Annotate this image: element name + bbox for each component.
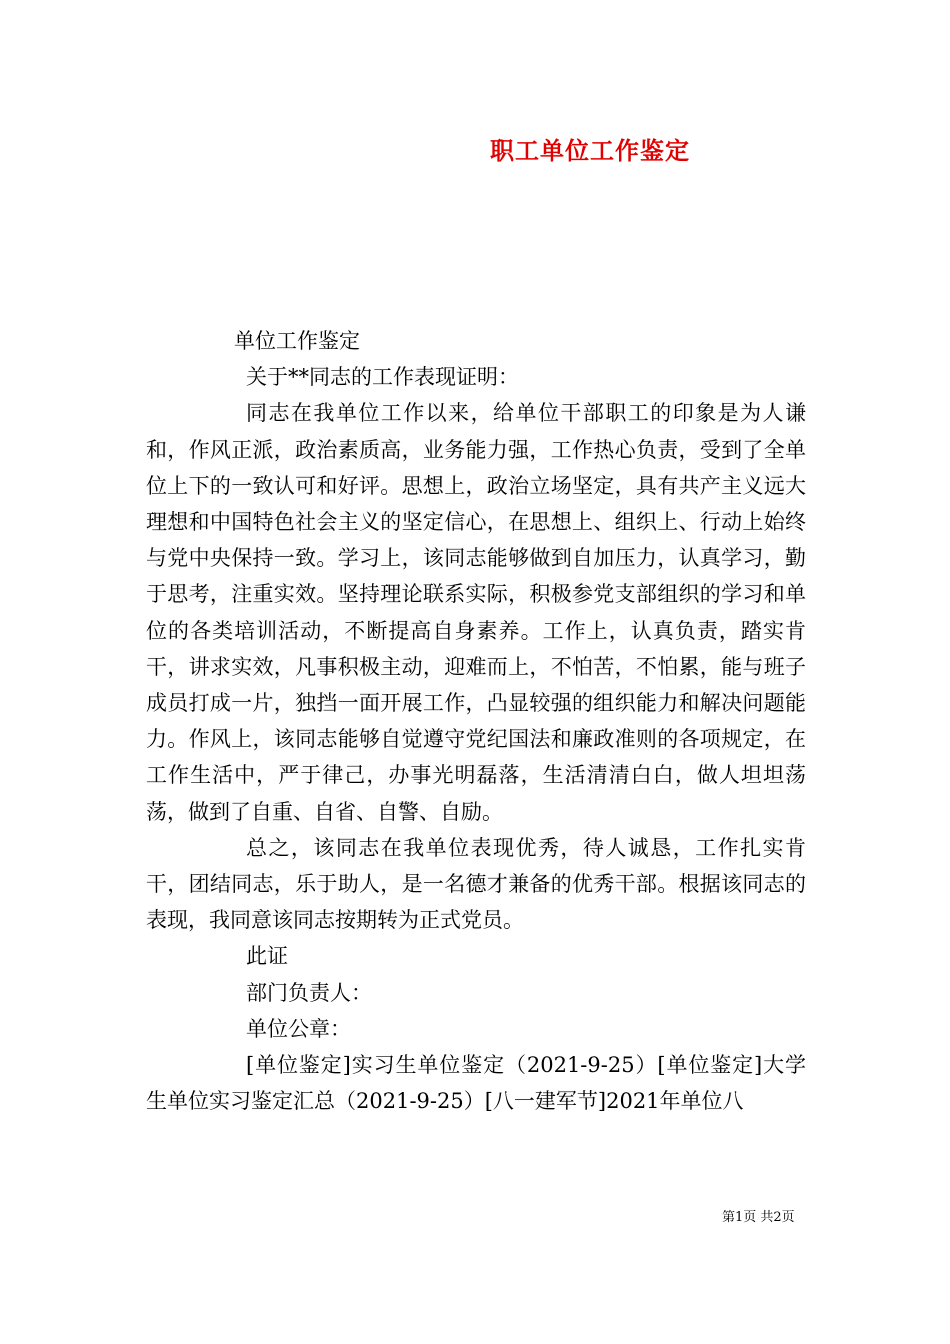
body-paragraph-1: 同志在我单位工作以来，给单位干部职工的印象是为人谦和，作风正派，政治素质高，业务能力强，工作热心负责，受到了全单位上下的一致认可和好评。思想上，政治立场坚定，具有共产主义远大理想和中国特色社会主义的坚定信心，在思想上、组织上、行动上始终与党中央保持一致。学习上，该同志能够做到自加压力，认真学习，勤于思考，注重实效。坚持理论联系实际，积极参党支部组织的学习和单位的各类培训活动，不断提高自身素养。工作上，认真负责，踏实肯干，讲求实效，凡事积极主动，迎难而上，不怕苦，不怕累，能与班子成员打成一片，独挡一面开展工作，凸显较强的组织能力和解决问题能力。作风上，该同志能够自觉遵守党纪国法和廉政准则的各项规定，在工作生活中，严于律己，办事光明磊落，生活清清白白，做人坦坦荡荡，做到了自重、自省、自警、自励。: [146, 401, 806, 824]
document-heading: 单位工作鉴定: [234, 329, 360, 353]
subject-line: 关于**同志的工作表现证明：: [246, 365, 519, 390]
unit-seal-label: 单位公章：: [246, 1016, 351, 1041]
page-title: 职工单位工作鉴定: [490, 136, 690, 165]
certification-text: 此证: [246, 944, 288, 969]
related-links-text: [单位鉴定]实习生单位鉴定（2021-9-25）[单位鉴定]大学生单位实习鉴定汇总（2021-9-25）[八一建军节]2021年单位八: [146, 1053, 806, 1114]
department-head-label: 部门负责人：: [246, 980, 372, 1005]
body-paragraph-2: 总之，该同志在我单位表现优秀，待人诚恳，工作扎实肯干，团结同志，乐于助人，是一名德才兼备的优秀干部。根据该同志的表现，我同意该同志按期转为正式党员。: [146, 835, 806, 933]
page-number: 第1页 共2页: [722, 1210, 795, 1225]
document-body: [146, 323, 806, 1119]
